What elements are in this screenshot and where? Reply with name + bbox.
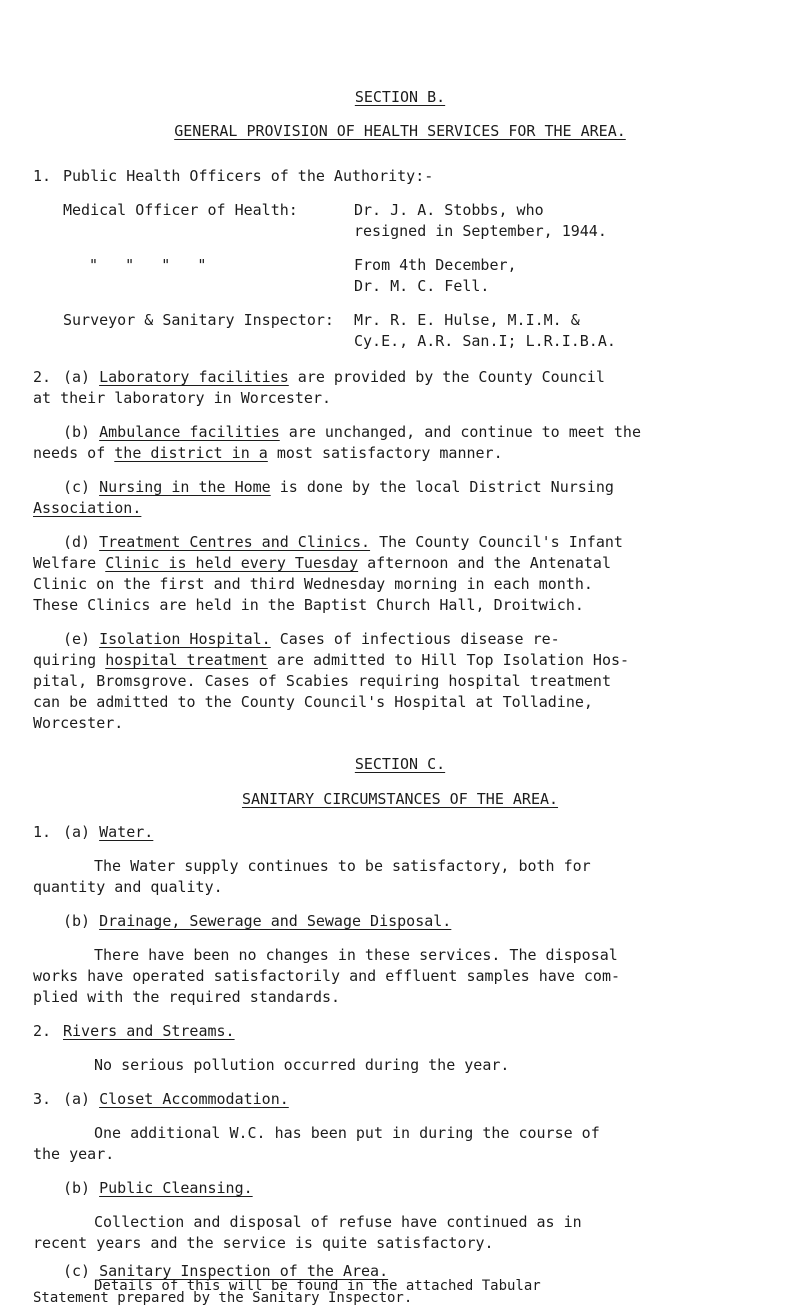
section-c-title: SANITARY CIRCUMSTANCES OF THE AREA. — [241, 790, 559, 808]
moh2-value-line1: From 4th December, — [354, 256, 517, 274]
item-2d-line3: Clinic on the first and third Wednesday morning in each month. — [33, 575, 593, 593]
surveyor-label: Surveyor & Sanitary Inspector: — [63, 311, 334, 329]
closet-heading: Closet Accommodation. — [99, 1090, 289, 1108]
closet-para-line1: One additional W.C. has been put in during the course of — [94, 1124, 600, 1142]
surveyor-value-line2: Cy.E., A.R. San.I; L.R.I.B.A. — [354, 332, 616, 350]
isolation-heading: Isolation Hospital. — [99, 630, 271, 648]
item-2e-line2: quiring hospital treatment are admitted to Hill Top Isolation Hos- — [33, 651, 630, 669]
item-2-number: 2. — [33, 368, 52, 386]
item-1-text: Public Health Officers of the Authority:- — [63, 167, 434, 185]
inspection-para-line1: Details of this will be found in the attached Tabular — [94, 1278, 541, 1294]
closet-para-line2: the year. — [33, 1145, 115, 1163]
moh-value-line2: resigned in September, 1944. — [354, 222, 607, 240]
item-2b-line2: needs of the district in a most satisfactory manner. — [33, 444, 503, 462]
inspection-heading: Sanitary Inspection of the Area. — [99, 1262, 389, 1280]
water-heading: Water. — [99, 823, 154, 841]
moh-value-line1: Dr. J. A. Stobbs, who — [354, 201, 544, 219]
item-2c-line2: Association. — [33, 499, 142, 517]
moh-label: Medical Officer of Health: — [63, 201, 298, 219]
drainage-para-line3: plied with the required standards. — [33, 988, 341, 1006]
cleansing-para-line1: Collection and disposal of refuse have continued as in — [94, 1213, 582, 1231]
c-item-3-number: 3. — [33, 1090, 52, 1108]
drainage-line: (b) Drainage, Sewerage and Sewage Disposal. — [63, 912, 452, 930]
rivers-heading: Rivers and Streams. — [63, 1022, 235, 1040]
section-b-title: GENERAL PROVISION OF HEALTH SERVICES FOR THE AREA. — [174, 122, 626, 140]
section-c-heading: SECTION C. — [354, 755, 446, 773]
ambulance-heading: Ambulance facilities — [99, 423, 280, 441]
moh2-value-line2: Dr. M. C. Fell. — [354, 277, 490, 295]
laboratory-heading: Laboratory facilities — [99, 368, 289, 386]
drainage-heading: Drainage, Sewerage and Sewage Disposal. — [99, 912, 452, 930]
item-2d-line1: (d) Treatment Centres and Clinics. The County Council's Infant — [63, 533, 623, 551]
water-para-line1: The Water supply continues to be satisfactory, both for — [94, 857, 591, 875]
cleansing-para-line2: recent years and the service is quite satisfactory. — [33, 1234, 494, 1252]
item-2b-line1: (b) Ambulance facilities are unchanged, and continue to meet the — [63, 423, 641, 441]
ditto-marks: " " " " — [89, 256, 207, 274]
item-2c-line1: (c) Nursing in the Home is done by the local District Nursing — [63, 478, 614, 496]
inspection-para-line2: Statement prepared by the Sanitary Inspector. — [33, 1290, 413, 1306]
item-2e-line5: Worcester. — [33, 714, 124, 732]
nursing-heading: Nursing in the Home — [99, 478, 271, 496]
water-line: (a) Water. — [63, 823, 154, 841]
cleansing-line: (b) Public Cleansing. — [63, 1179, 253, 1197]
cleansing-heading: Public Cleansing. — [99, 1179, 253, 1197]
section-b-heading: SECTION B. — [354, 88, 446, 106]
item-2e-line3: pital, Bromsgrove. Cases of Scabies requiring hospital treatment — [33, 672, 611, 690]
item-2e-line4: can be admitted to the County Council's Hospital at Tolladine, — [33, 693, 593, 711]
inspection-line: (c) Sanitary Inspection of the Area. — [63, 1262, 389, 1280]
item-1-number: 1. — [33, 167, 52, 185]
drainage-para-line2: works have operated satisfactorily and effluent samples have com- — [33, 967, 620, 985]
rivers-para: No serious pollution occurred during the year. — [94, 1056, 510, 1074]
c-item-2-number: 2. — [33, 1022, 52, 1040]
item-2d-line2: Welfare Clinic is held every Tuesday afternoon and the Antenatal — [33, 554, 611, 572]
item-2a-line2: at their laboratory in Worcester. — [33, 389, 332, 407]
c-item-1-number: 1. — [33, 823, 52, 841]
surveyor-value-line1: Mr. R. E. Hulse, M.I.M. & — [354, 311, 580, 329]
water-para-line2: quantity and quality. — [33, 878, 223, 896]
closet-line: (a) Closet Accommodation. — [63, 1090, 289, 1108]
drainage-para-line1: There have been no changes in these services. The disposal — [94, 946, 618, 964]
item-2d-line4: These Clinics are held in the Baptist Church Hall, Droitwich. — [33, 596, 584, 614]
item-2a-line1: (a) Laboratory facilities are provided by the County Council — [63, 368, 605, 386]
treatment-heading: Treatment Centres and Clinics. — [99, 533, 371, 551]
item-2e-line1: (e) Isolation Hospital. Cases of infectious disease re- — [63, 630, 560, 648]
